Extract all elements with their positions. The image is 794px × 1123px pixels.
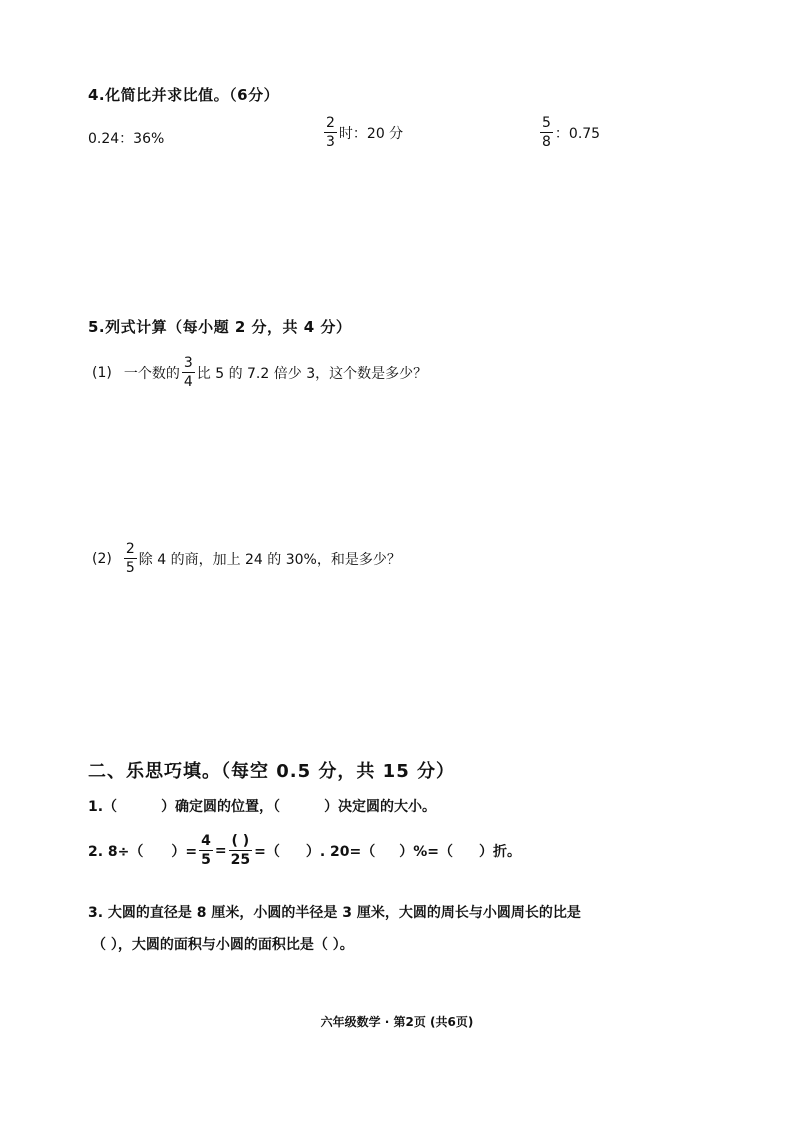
q5-part-1-label: (1) <box>92 364 112 381</box>
fraction-denominator: 5 <box>125 560 135 576</box>
sec2-q2 <box>88 834 521 867</box>
sec2-q1-b: ）确定圆的位置，（ <box>161 799 281 815</box>
q5-part-2-label: (2) <box>92 550 112 567</box>
q5-part-1-pre: 一个数的 <box>123 365 180 382</box>
sec2-q2-a: 2. 8÷（ <box>88 843 144 860</box>
fraction-4-5 <box>199 834 213 867</box>
fraction-numerator: 2 <box>125 541 135 557</box>
fraction-blank-25 <box>229 834 252 867</box>
q4-item-3-text: ：0.75 <box>554 125 601 142</box>
q4-item-2 <box>322 116 403 149</box>
q4-item-3 <box>538 116 600 149</box>
sec2-q1 <box>88 796 436 816</box>
fraction-denominator: 3 <box>326 134 335 150</box>
fraction-5-8 <box>540 116 553 149</box>
sec2-q2-f: ）折。 <box>479 843 522 860</box>
sec2-q2-e: ）%=（ <box>399 843 454 860</box>
q5-part-2 <box>92 542 401 575</box>
q5-title: 5.列式计算（每小题 2 分，共 4 分） <box>88 318 352 336</box>
fraction-3-4 <box>182 356 195 389</box>
fraction-2-3 <box>324 116 337 149</box>
fraction-numerator: 4 <box>201 833 211 849</box>
section-2-title: 二、乐思巧填。（每空 0.5 分，共 15 分） <box>88 761 456 782</box>
sec2-q2-eq: = <box>214 842 227 859</box>
fraction-numerator: 2 <box>326 115 335 131</box>
q5-part-2-post: 除 4 的商，加上 24 的 30%，和是多少？ <box>138 551 401 568</box>
sec2-q1-c: ）决定圆的大小。 <box>324 799 437 815</box>
sec2-q1-a: 1.（ <box>88 799 118 815</box>
fraction-numerator: 3 <box>183 355 193 371</box>
sec2-q3-line-1: 3. 大圆的直径是 8 厘米，小圆的半径是 3 厘米，大圆的周长与小圆周长的比是 <box>88 905 581 921</box>
sec2-q2-b: ）= <box>171 843 198 860</box>
fraction-denominator: 5 <box>201 852 211 868</box>
q4-item-1: 0.24：36% <box>88 131 165 147</box>
sec2-q2-c: =（ <box>254 843 280 860</box>
fraction-numerator[interactable]: ( ) <box>231 833 250 849</box>
fraction-denominator: 4 <box>183 374 193 390</box>
q5-part-1-post: 比 5 的 7.2 倍少 3，这个数是多少？ <box>196 365 428 382</box>
fraction-denominator: 8 <box>542 134 551 150</box>
q5-part-1 <box>92 356 427 389</box>
fraction-numerator: 5 <box>542 115 551 131</box>
sec2-q2-d: ）. 20=（ <box>305 843 376 860</box>
page-footer: 六年级数学 · 第2页 (共6页) <box>320 1015 474 1029</box>
fraction-denominator: 25 <box>230 852 251 868</box>
fraction-2-5 <box>124 542 137 575</box>
q4-item-2-text: 时：20 分 <box>338 125 404 142</box>
sec2-q3-line-2: （ ），大圆的面积与小圆的面积比是（ ）。 <box>92 937 354 953</box>
q4-title: 4.化简比并求比值。（6分） <box>88 86 280 104</box>
